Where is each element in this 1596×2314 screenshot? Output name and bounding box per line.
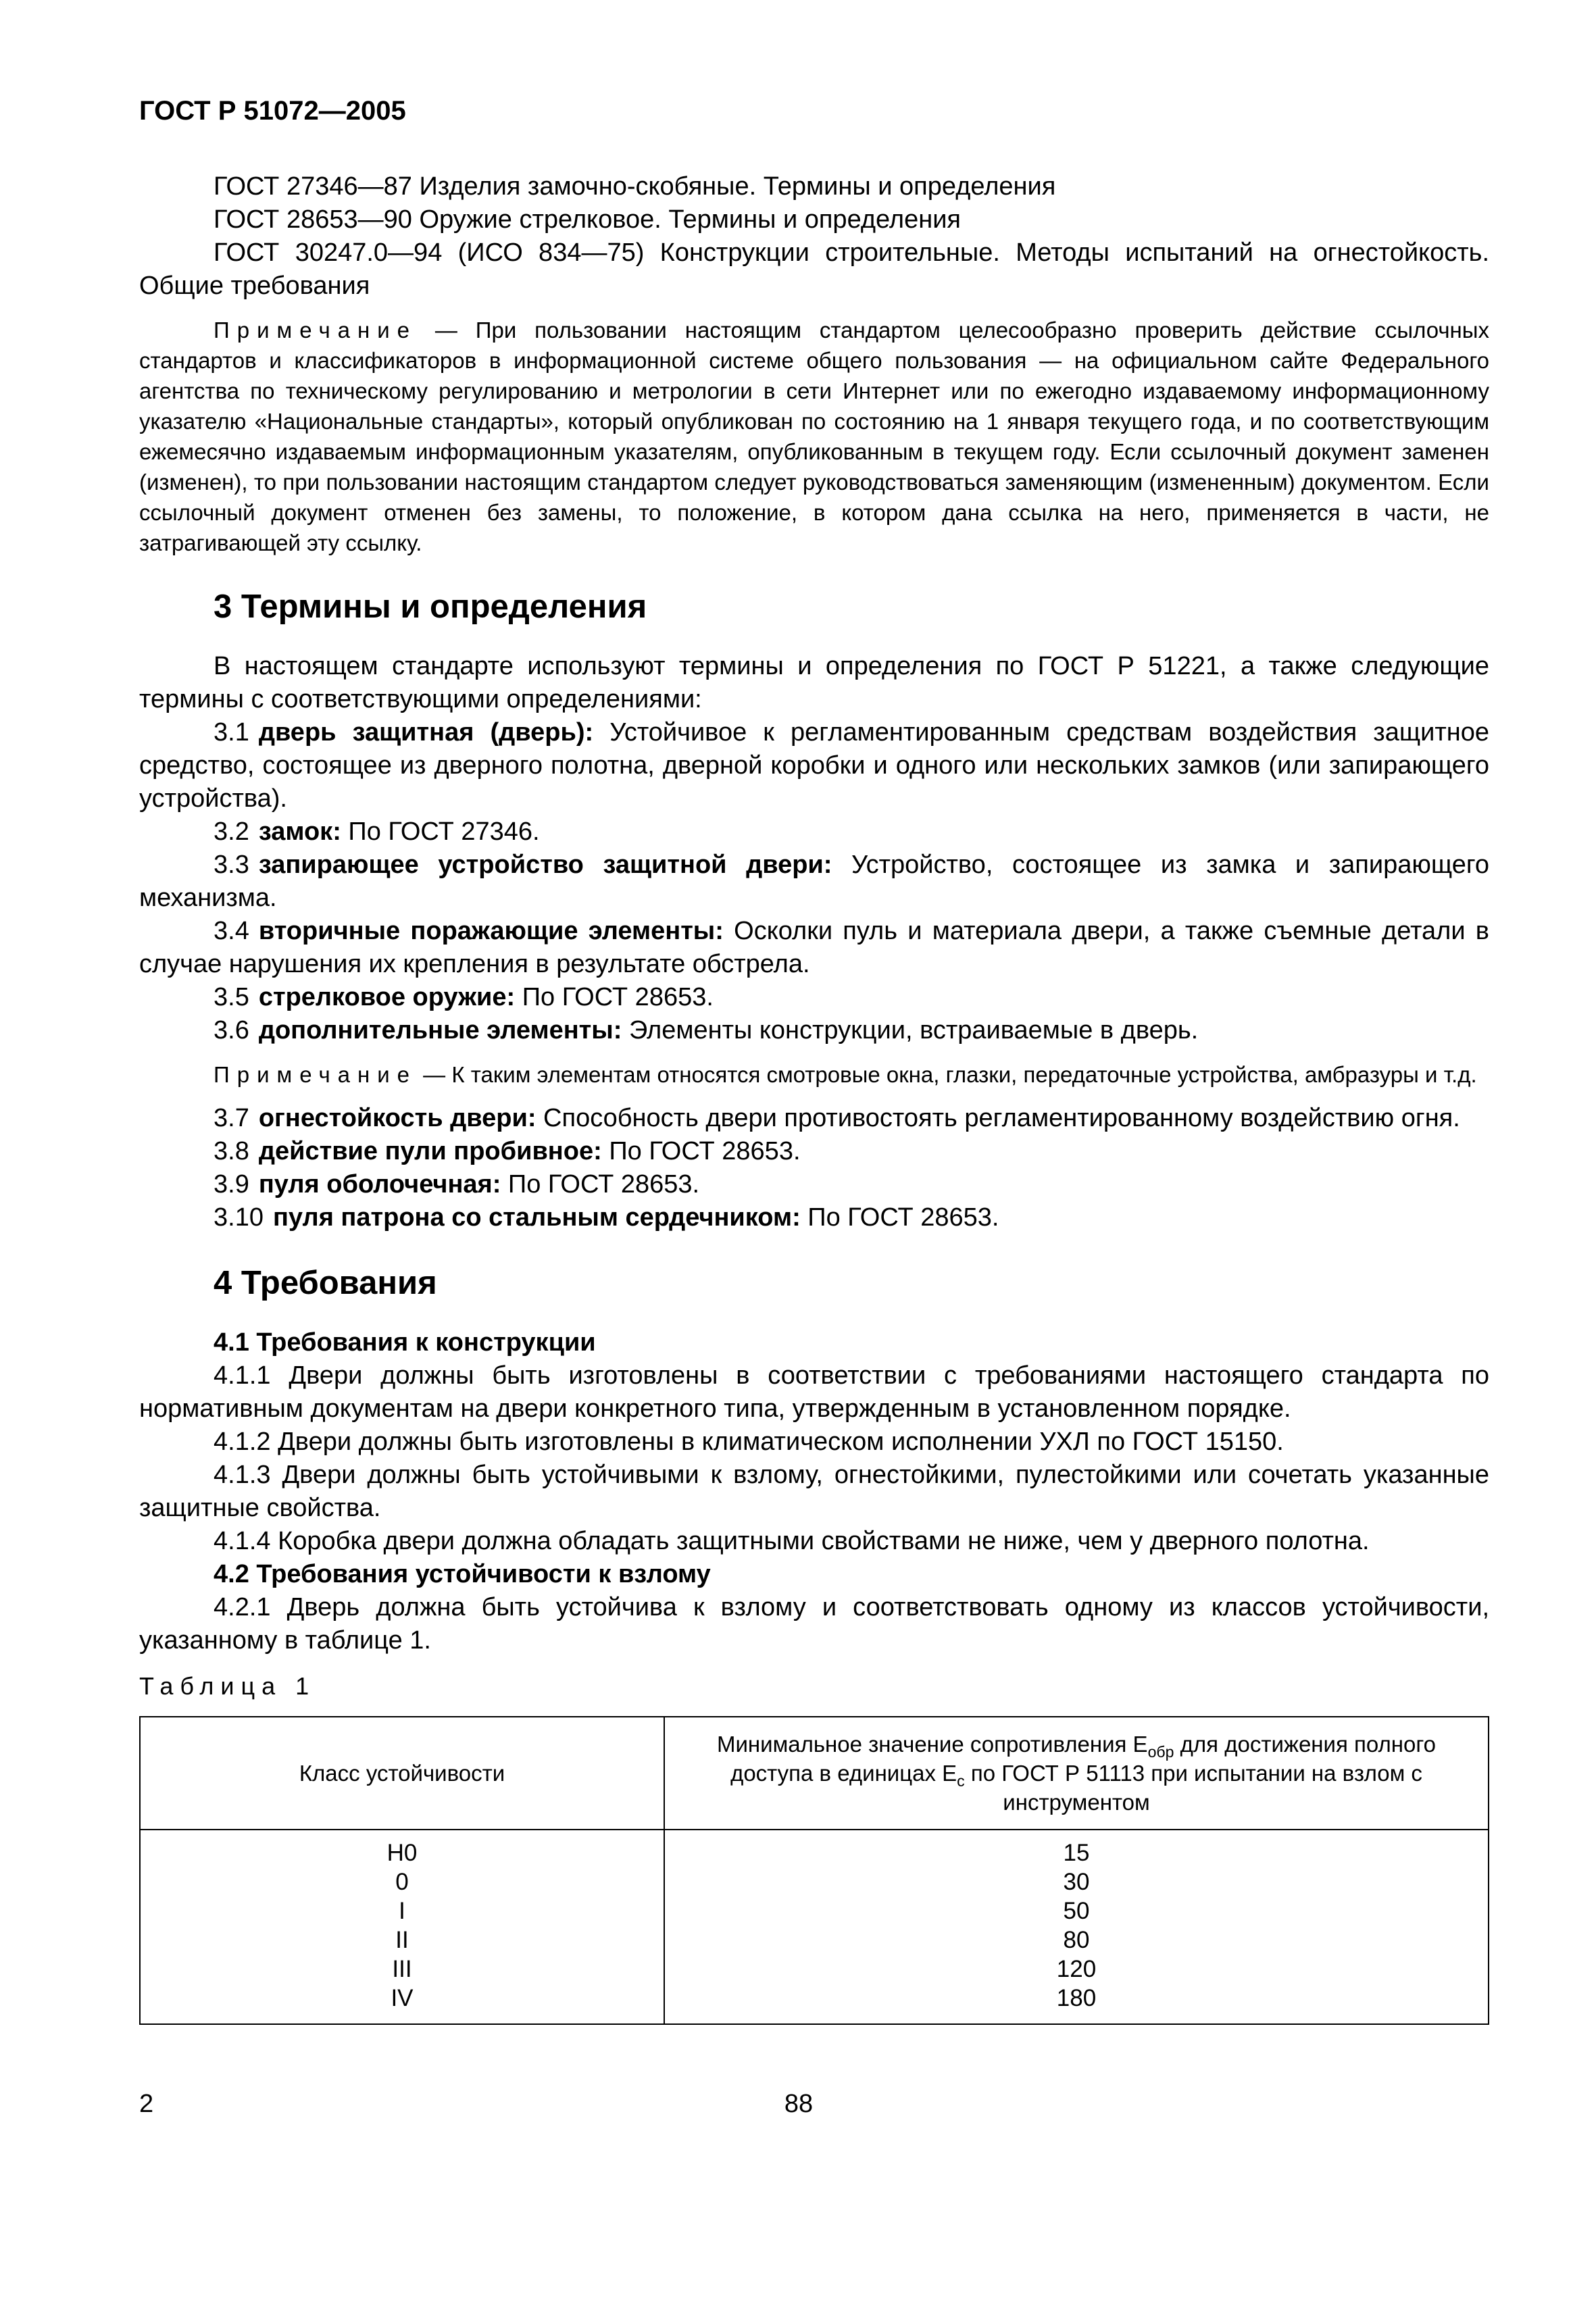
header-text: Минимальное значение сопротивления E (716, 1732, 1148, 1757)
section-4-title: 4 Требования (214, 1265, 437, 1301)
term-def: По ГОСТ 28653. (515, 983, 714, 1011)
term-def: Устройство, состоящее из замка и запирающего механизма. (139, 851, 1489, 912)
table-row (140, 1830, 1489, 2024)
resistance-class-table (139, 1716, 1489, 2025)
term-def: Устойчивое к регламентированным средствам воздействия защитное средство, состоящее из дверного полотна, дверной коробки и одного или нескольких замков (или запирающего устройства). (139, 718, 1489, 813)
header-text: для достижения полного доступа в единицах E (730, 1732, 1436, 1786)
resistance-value: 30 (1063, 1869, 1090, 1895)
table-label: Таблица 1 (139, 1672, 316, 1700)
class-value: Н0 (386, 1840, 418, 1866)
class-value: I (399, 1898, 405, 1924)
paragraph-4-1-4: 4.1.4 Коробка двери должна обладать защитными свойствами не ниже, чем у дверного полотна. (214, 1527, 1370, 1555)
term-number: 3.4 (214, 917, 249, 945)
subsection-4-2-title (139, 1558, 1489, 1591)
table-header-class: Класс устойчивости (140, 1717, 664, 1830)
note-label: Примечание (214, 1062, 418, 1087)
table-header-min-resistance (664, 1717, 1489, 1830)
class-value: III (392, 1956, 412, 1982)
term-def: Осколки пуль и материала двери, а также съемные детали в случае нарушения их крепления в результате обстрела. (139, 917, 1489, 978)
page-number-center: 88 (784, 2090, 814, 2118)
note-block (139, 315, 1489, 558)
section-3-intro: В настоящем стандарте используют термины и определения по ГОСТ Р 51221, а также следующие термины с соответствующими определениями: (139, 652, 1489, 713)
paragraph-4-1-2: 4.1.2 Двери должны быть изготовлены в климатическом исполнении УХЛ по ГОСТ 15150. (214, 1428, 1284, 1456)
page-number-left: 2 (139, 2090, 154, 2118)
paragraph-4-2-1: 4.2.1 Дверь должна быть устойчива к взлому и соответствовать одному из классов устойчивости, указанному в таблице 1. (139, 1593, 1489, 1655)
paragraph-4-1-1: 4.1.1 Двери должны быть изготовлены в соответствии с требованиями настоящего стандарта по нормативным документам на двери конкретного типа, утвержденным в установленном порядке. (139, 1361, 1489, 1423)
subsection-title-text: 4.2 Требования устойчивости к взлому (214, 1560, 711, 1588)
term-name: запирающее устройство защитной двери: (258, 851, 832, 879)
section-3-title: 3 Термины и определения (214, 588, 647, 625)
term-number: 3.8 (214, 1137, 249, 1165)
resistance-value: 15 (1063, 1840, 1090, 1866)
term-definition (139, 1102, 1489, 1135)
term-name: действие пули пробивное: (258, 1137, 602, 1165)
resistance-value: 80 (1063, 1927, 1090, 1953)
term-number: 3.9 (214, 1170, 249, 1199)
term-name: пуля патрона со стальным сердечником: (272, 1203, 801, 1232)
term-definition (139, 1135, 1489, 1168)
note-text: — При пользовании настоящим стандартом целесообразно проверить действие ссылочных стандартов и классификаторов в информационной системе общего пользования — на официальном сайте Федерального агентства по техническому регулированию и метрологии в сети Интернет или по ежегодно издаваемому информационному указателю «Национальные стандарты», который опубликован по состоянию на 1 января текущего года, и по соответствующим ежемесячно издаваемым информационным указателям, опубликованным в текущем году. Если ссылочный документ заменен (изменен), то при пользовании настоящим стандартом следует руководствоваться заменяющим (измененным) документом. Если ссылочный документ отменен без замены, то положение, в котором дана ссылка на него, применяется в части, не затрагивающей эту ссылку. (139, 318, 1489, 555)
term-name: огнестойкость двери: (258, 1104, 537, 1132)
term-number: 3.5 (214, 983, 249, 1011)
subsection-4-1-title (139, 1326, 1489, 1359)
note-block (139, 1059, 1489, 1090)
term-number: 3.1 (214, 718, 249, 747)
note-label: Примечание (214, 318, 418, 343)
term-def: По ГОСТ 28653. (601, 1137, 801, 1165)
page-content (139, 170, 1489, 2025)
term-definition (139, 815, 1489, 849)
term-name: вторичные поражающие элементы: (258, 917, 724, 945)
note-text: — К таким элементам относятся смотровые окна, глазки, передаточные устройства, амбразуры и т.д. (417, 1062, 1477, 1087)
term-number: 3.3 (214, 851, 249, 879)
term-def: По ГОСТ 27346. (341, 818, 540, 846)
class-value: II (395, 1927, 409, 1953)
paragraph-4-1-3: 4.1.3 Двери должны быть устойчивыми к взлому, огнестойкими, пулестойкими или сочетать указанные защитные свойства. (139, 1461, 1489, 1522)
table-cell-values (664, 1830, 1489, 2024)
term-def: По ГОСТ 28653. (800, 1203, 999, 1232)
term-name: стрелковое оружие: (258, 983, 516, 1011)
term-def: Способность двери противостоять регламентированному воздействию огня. (536, 1104, 1460, 1132)
table-cell-classes (140, 1830, 664, 2024)
term-definition (139, 1168, 1489, 1201)
table-header-row (140, 1717, 1489, 1830)
term-definition (139, 716, 1489, 815)
class-value: IV (391, 1985, 414, 2011)
term-name: пуля оболочечная: (258, 1170, 501, 1199)
resistance-value: 120 (1056, 1956, 1097, 1982)
term-definition (139, 849, 1489, 915)
term-definition (139, 981, 1489, 1014)
normative-ref: ГОСТ 27346—87 Изделия замочно-скобяные. Термины и определения (214, 172, 1056, 201)
document-header: ГОСТ Р 51072—2005 (139, 96, 406, 126)
header-text: по ГОСТ Р 51113 при испытании на взлом с инструментом (964, 1761, 1422, 1815)
class-value: 0 (395, 1869, 409, 1895)
normative-ref: ГОСТ 30247.0—94 (ИСО 834—75) Конструкции строительные. Методы испытаний на огнестойкость. Общие требования (139, 238, 1489, 300)
header-subscript: обр (1147, 1743, 1174, 1761)
resistance-value: 50 (1063, 1898, 1090, 1924)
term-number: 3.6 (214, 1016, 249, 1045)
subsection-title-text: 4.1 Требования к конструкции (214, 1328, 596, 1357)
header-subscript: c (957, 1772, 965, 1790)
term-definition (139, 1014, 1489, 1047)
normative-ref: ГОСТ 28653—90 Оружие стрелковое. Термины и определения (214, 205, 962, 234)
term-number: 3.10 (214, 1203, 264, 1232)
term-name: дверь защитная (дверь): (258, 718, 594, 747)
term-definition (139, 1201, 1489, 1234)
resistance-value: 180 (1056, 1985, 1097, 2011)
term-number: 3.7 (214, 1104, 249, 1132)
term-def: По ГОСТ 28653. (501, 1170, 700, 1199)
term-name: дополнительные элементы: (258, 1016, 622, 1045)
term-name: замок: (258, 818, 341, 846)
term-definition (139, 915, 1489, 981)
term-def: Элементы конструкции, встраиваемые в дверь. (622, 1016, 1199, 1045)
term-number: 3.2 (214, 818, 249, 846)
